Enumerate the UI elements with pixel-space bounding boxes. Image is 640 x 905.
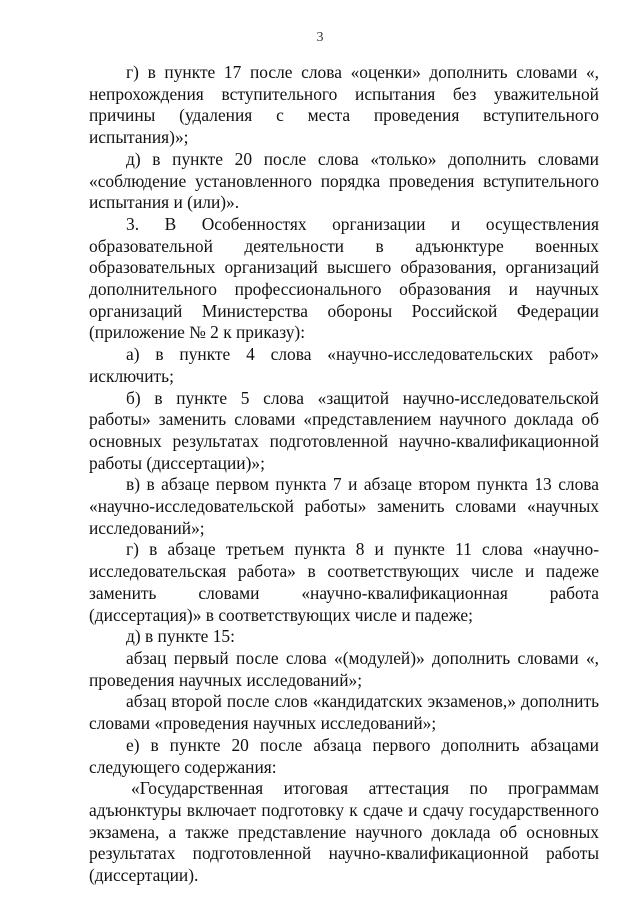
paragraph: 3. В Особенностях организации и осуществления образовательной деятельности в адъюнктуре военных образовательных организаций высшего образования, организаций дополнительного профессионального образования и научных организаций Министерства обороны Российской Федерации (приложение № 2 к приказу): — [89, 213, 599, 343]
document-body — [89, 62, 599, 887]
paragraph: г) в абзаце третьем пункта 8 и пункте 11 слова «научно-исследовательская работа» в соответствующих числе и падеже заменить словами «научно-квалификационная работа (диссертация)» в соответствующих числе и падеже; — [89, 539, 599, 625]
quoted-paragraph: «Государственная итоговая аттестация по программам адъюнктуры включает подготовку к сдаче и сдачу государственного экзамена, а также представление научного доклада об основных результатах подготовленной научно-квалификационной работы (диссертации). — [89, 778, 599, 886]
paragraph: е) в пункте 20 после абзаца первого дополнить абзацами следующего содержания: — [89, 734, 599, 777]
paragraph: абзац второй после слов «кандидатских экзаменов,» дополнить словами «проведения научных исследований»; — [89, 691, 599, 734]
paragraph: а) в пункте 4 слова «научно-исследовательских работ» исключить; — [89, 344, 599, 386]
paragraph: д) в пункте 15: — [126, 626, 235, 647]
page-number: 3 — [316, 30, 324, 45]
paragraph: абзац первый после слова «(модулей)» дополнить словами «, проведения научных исследований»; — [89, 647, 599, 690]
paragraph: б) в пункте 5 слова «защитой научно-исследовательской работы» заменить словами «представлением научного доклада об основных результатах подготовленной научно-квалификационной работы (диссертации)»; — [89, 387, 599, 473]
paragraph: д) в пункте 20 после слова «только» дополнить словами «соблюдение установленного порядка проведения вступительного испытания и (или)». — [89, 148, 599, 213]
paragraph: г) в пункте 17 после слова «оценки» дополнить словами «, непрохождения вступительного испытания без уважительной причины (удаления с места проведения вступительного испытания)»; — [89, 62, 599, 148]
paragraph: в) в абзаце первом пункта 7 и абзаце втором пункта 13 слова «научно-исследовательской работы» заменить словами «научных исследований»; — [89, 474, 599, 538]
